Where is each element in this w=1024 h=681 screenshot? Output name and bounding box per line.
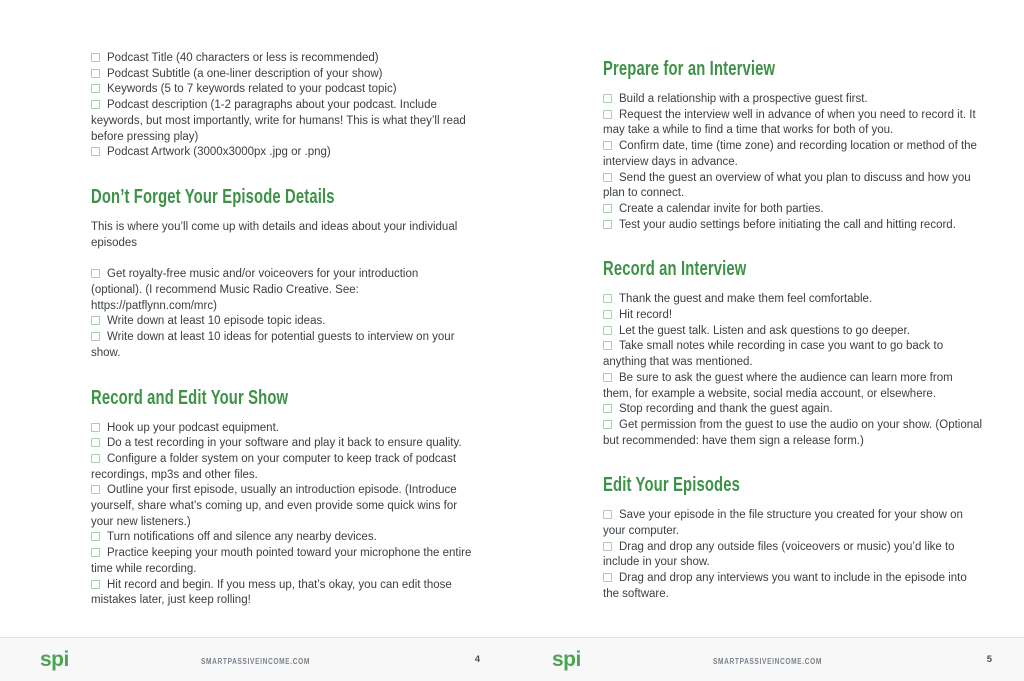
section-heading-text: Don’t Forget Your Episode Details	[91, 185, 335, 208]
checklist-item-text: Let the guest talk. Listen and ask questions to go deeper.	[619, 324, 910, 337]
checklist-item-text: Do a test recording in your software and play it back to ensure quality.	[107, 437, 462, 450]
checklist-item-text: Confirm date, time (time zone) and recording location or method of the interview days in advance.	[603, 140, 977, 168]
checkbox-icon[interactable]	[91, 438, 100, 447]
footer-site-url: SMARTPASSIVEINCOME.COM	[201, 656, 311, 666]
footer-right-page	[512, 638, 1024, 681]
section-heading-text: Prepare for an Interview	[603, 58, 776, 80]
checkbox-icon[interactable]	[603, 94, 612, 103]
checkbox-icon[interactable]	[603, 373, 612, 382]
checklist-item-text: Thank the guest and make them feel comfortable.	[619, 293, 873, 306]
checklist-item	[91, 330, 472, 361]
checkbox-icon[interactable]	[91, 332, 100, 341]
checkbox-icon[interactable]	[603, 173, 612, 182]
checklist-item-text: Podcast Artwork (3000x3000px .jpg or .png)	[107, 146, 331, 159]
page-left-content	[91, 51, 472, 609]
checklist-item	[91, 145, 472, 161]
checkbox-icon[interactable]	[603, 420, 612, 429]
checkbox-icon[interactable]	[91, 532, 100, 541]
checklist-item	[603, 402, 984, 418]
checklist-item-text: Be sure to ask the guest where the audience can learn more from them, for example a website, social media account, or elsewhere.	[603, 371, 953, 400]
checkbox-icon[interactable]	[603, 110, 612, 119]
section-heading	[91, 388, 472, 409]
checkbox-icon[interactable]	[603, 341, 612, 350]
checklist	[603, 508, 984, 602]
checklist-item	[91, 436, 472, 452]
section-heading	[603, 475, 984, 496]
checklist-item-text: Drag and drop any interviews you want to include in the episode into the software.	[603, 572, 967, 600]
checklist-item	[603, 508, 984, 539]
checklist-item-text: Get royalty-free music and/or voiceovers for your introduction (optional). (I recommend Music Radio Creative. See: https://patflynn.com/mrc)	[91, 268, 419, 312]
page-right-content	[603, 59, 984, 603]
checklist	[91, 421, 472, 609]
page-number: 4	[474, 654, 480, 665]
section-heading-text: Edit Your Episodes	[603, 474, 740, 497]
footer-left-page	[0, 638, 512, 681]
checklist-item-text: Keywords (5 to 7 keywords related to your podcast topic)	[107, 83, 397, 96]
checklist-item-text: Drag and drop any outside files (voiceovers or music) you’d like to include in your show.	[603, 540, 955, 569]
spi-logo: spi	[552, 648, 581, 671]
checkbox-icon[interactable]	[91, 423, 100, 432]
section-heading-text: Record and Edit Your Show	[91, 386, 289, 409]
checkbox-icon[interactable]	[603, 220, 612, 229]
checklist-item	[603, 571, 984, 602]
checklist-item	[603, 292, 984, 308]
checklist-item-text: Podcast Title (40 characters or less is recommended)	[107, 52, 379, 64]
checklist-item	[91, 98, 472, 145]
spi-logo: spi	[40, 648, 69, 671]
checklist-item	[603, 92, 984, 108]
checklist-item	[603, 218, 984, 234]
checklist	[603, 92, 984, 233]
checkbox-icon[interactable]	[603, 294, 612, 303]
checkbox-icon[interactable]	[603, 204, 612, 213]
checklist-item	[603, 540, 984, 571]
checkbox-icon[interactable]	[91, 269, 100, 278]
checklist-item	[91, 51, 472, 67]
checkbox-icon[interactable]	[91, 580, 100, 589]
checklist-item	[603, 308, 984, 324]
checklist-item-text: Outline your first episode, usually an introduction episode. (Introduce yourself, share what’s coming up, and even provide some quick wins for your new listeners.)	[91, 484, 458, 528]
checklist-item-text: Stop recording and thank the guest again.	[619, 403, 833, 416]
checkbox-icon[interactable]	[91, 454, 100, 463]
checkbox-icon[interactable]	[91, 53, 100, 62]
checkbox-icon[interactable]	[603, 573, 612, 582]
footer-site-wrap	[512, 648, 1024, 671]
document-page-right	[512, 0, 1024, 637]
checklist-item-text: Save your episode in the file structure you created for your show on your computer.	[603, 509, 963, 538]
checklist-item	[603, 339, 984, 370]
checklist-item-text: Write down at least 10 ideas for potential guests to interview on your show.	[91, 331, 455, 359]
section-heading	[603, 259, 984, 280]
checklist-item	[91, 546, 472, 577]
checklist-item-text: Send the guest an overview of what you plan to discuss and how you plan to connect.	[603, 171, 971, 200]
checklist-item	[91, 82, 472, 98]
checklist-item	[603, 371, 984, 402]
checkbox-icon[interactable]	[91, 100, 100, 109]
checklist-item-text: Hit record!	[619, 309, 673, 322]
checkbox-icon[interactable]	[603, 141, 612, 150]
checklist-item-text: Get permission from the guest to use the audio on your show. (Optional but recommended: have them sign a release form.)	[603, 418, 983, 447]
checkbox-icon[interactable]	[91, 147, 100, 156]
section-heading	[91, 187, 472, 208]
checklist-item-text: Test your audio settings before initiating the call and hitting record.	[619, 218, 956, 231]
document-page-left	[0, 0, 512, 637]
checkbox-icon[interactable]	[603, 326, 612, 335]
checklist-item	[91, 421, 472, 437]
footer-bar	[0, 637, 1024, 681]
checklist-item	[603, 202, 984, 218]
checklist	[91, 267, 472, 361]
section-heading-text: Record an Interview	[603, 258, 747, 281]
checkbox-icon[interactable]	[603, 310, 612, 319]
checklist-item	[603, 108, 984, 139]
checklist-item	[91, 267, 472, 314]
checklist	[91, 51, 472, 161]
checklist-item-text: Take small notes while recording in case you want to go back to anything that was mentioned.	[603, 340, 944, 369]
checklist-item-text: Write down at least 10 episode topic ideas.	[107, 315, 326, 328]
section-heading	[603, 59, 984, 80]
checkbox-icon[interactable]	[603, 510, 612, 519]
checkbox-icon[interactable]	[603, 542, 612, 551]
page-number: 5	[986, 654, 992, 665]
checklist-item	[603, 324, 984, 340]
checklist-item	[91, 67, 472, 83]
checklist-item-text: Podcast Subtitle (a one-liner description of your show)	[107, 67, 383, 80]
checklist-item	[91, 578, 472, 609]
checklist-item	[603, 418, 984, 449]
checklist-item	[91, 483, 472, 530]
checklist-item-text: Practice keeping your mouth pointed toward your microphone the entire time while recording.	[91, 547, 472, 575]
checkbox-icon[interactable]	[91, 69, 100, 78]
checkbox-icon[interactable]	[603, 404, 612, 413]
checkbox-icon[interactable]	[91, 84, 100, 93]
checklist-item-text: Request the interview well in advance of when you need to record it. It may take a while to find a time that works for both of you.	[603, 108, 976, 137]
checklist	[603, 292, 984, 449]
checklist-item	[603, 139, 984, 170]
checklist-item-text: Configure a folder system on your computer to keep track of podcast recordings, mp3s and other files.	[91, 452, 457, 481]
checklist-item	[603, 171, 984, 202]
checkbox-icon[interactable]	[91, 316, 100, 325]
checklist-item-text: Turn notifications off and silence any nearby devices.	[107, 531, 377, 544]
checkbox-icon[interactable]	[91, 485, 100, 494]
checkbox-icon[interactable]	[91, 548, 100, 557]
checklist-item	[91, 530, 472, 546]
checklist-item-text: Podcast description (1-2 paragraphs about your podcast. Include keywords, but most importantly, write for humans! This is what they’ll read before pressing play)	[91, 99, 466, 143]
checklist-item-text: Hook up your podcast equipment.	[107, 421, 279, 434]
checklist-item-text: Create a calendar invite for both parties.	[619, 202, 824, 215]
checklist-item-text: Build a relationship with a prospective guest first.	[619, 93, 868, 105]
footer-site-url: SMARTPASSIVEINCOME.COM	[713, 656, 823, 666]
checklist-item-text: Hit record and begin. If you mess up, that’s okay, you can edit those mistakes later, just keep rolling!	[91, 578, 452, 607]
checklist-item	[91, 452, 472, 483]
footer-site-wrap	[0, 648, 512, 671]
checklist-item	[91, 314, 472, 330]
section-intro-paragraph: This is where you’ll come up with details and ideas about your individual episodes	[91, 220, 458, 249]
